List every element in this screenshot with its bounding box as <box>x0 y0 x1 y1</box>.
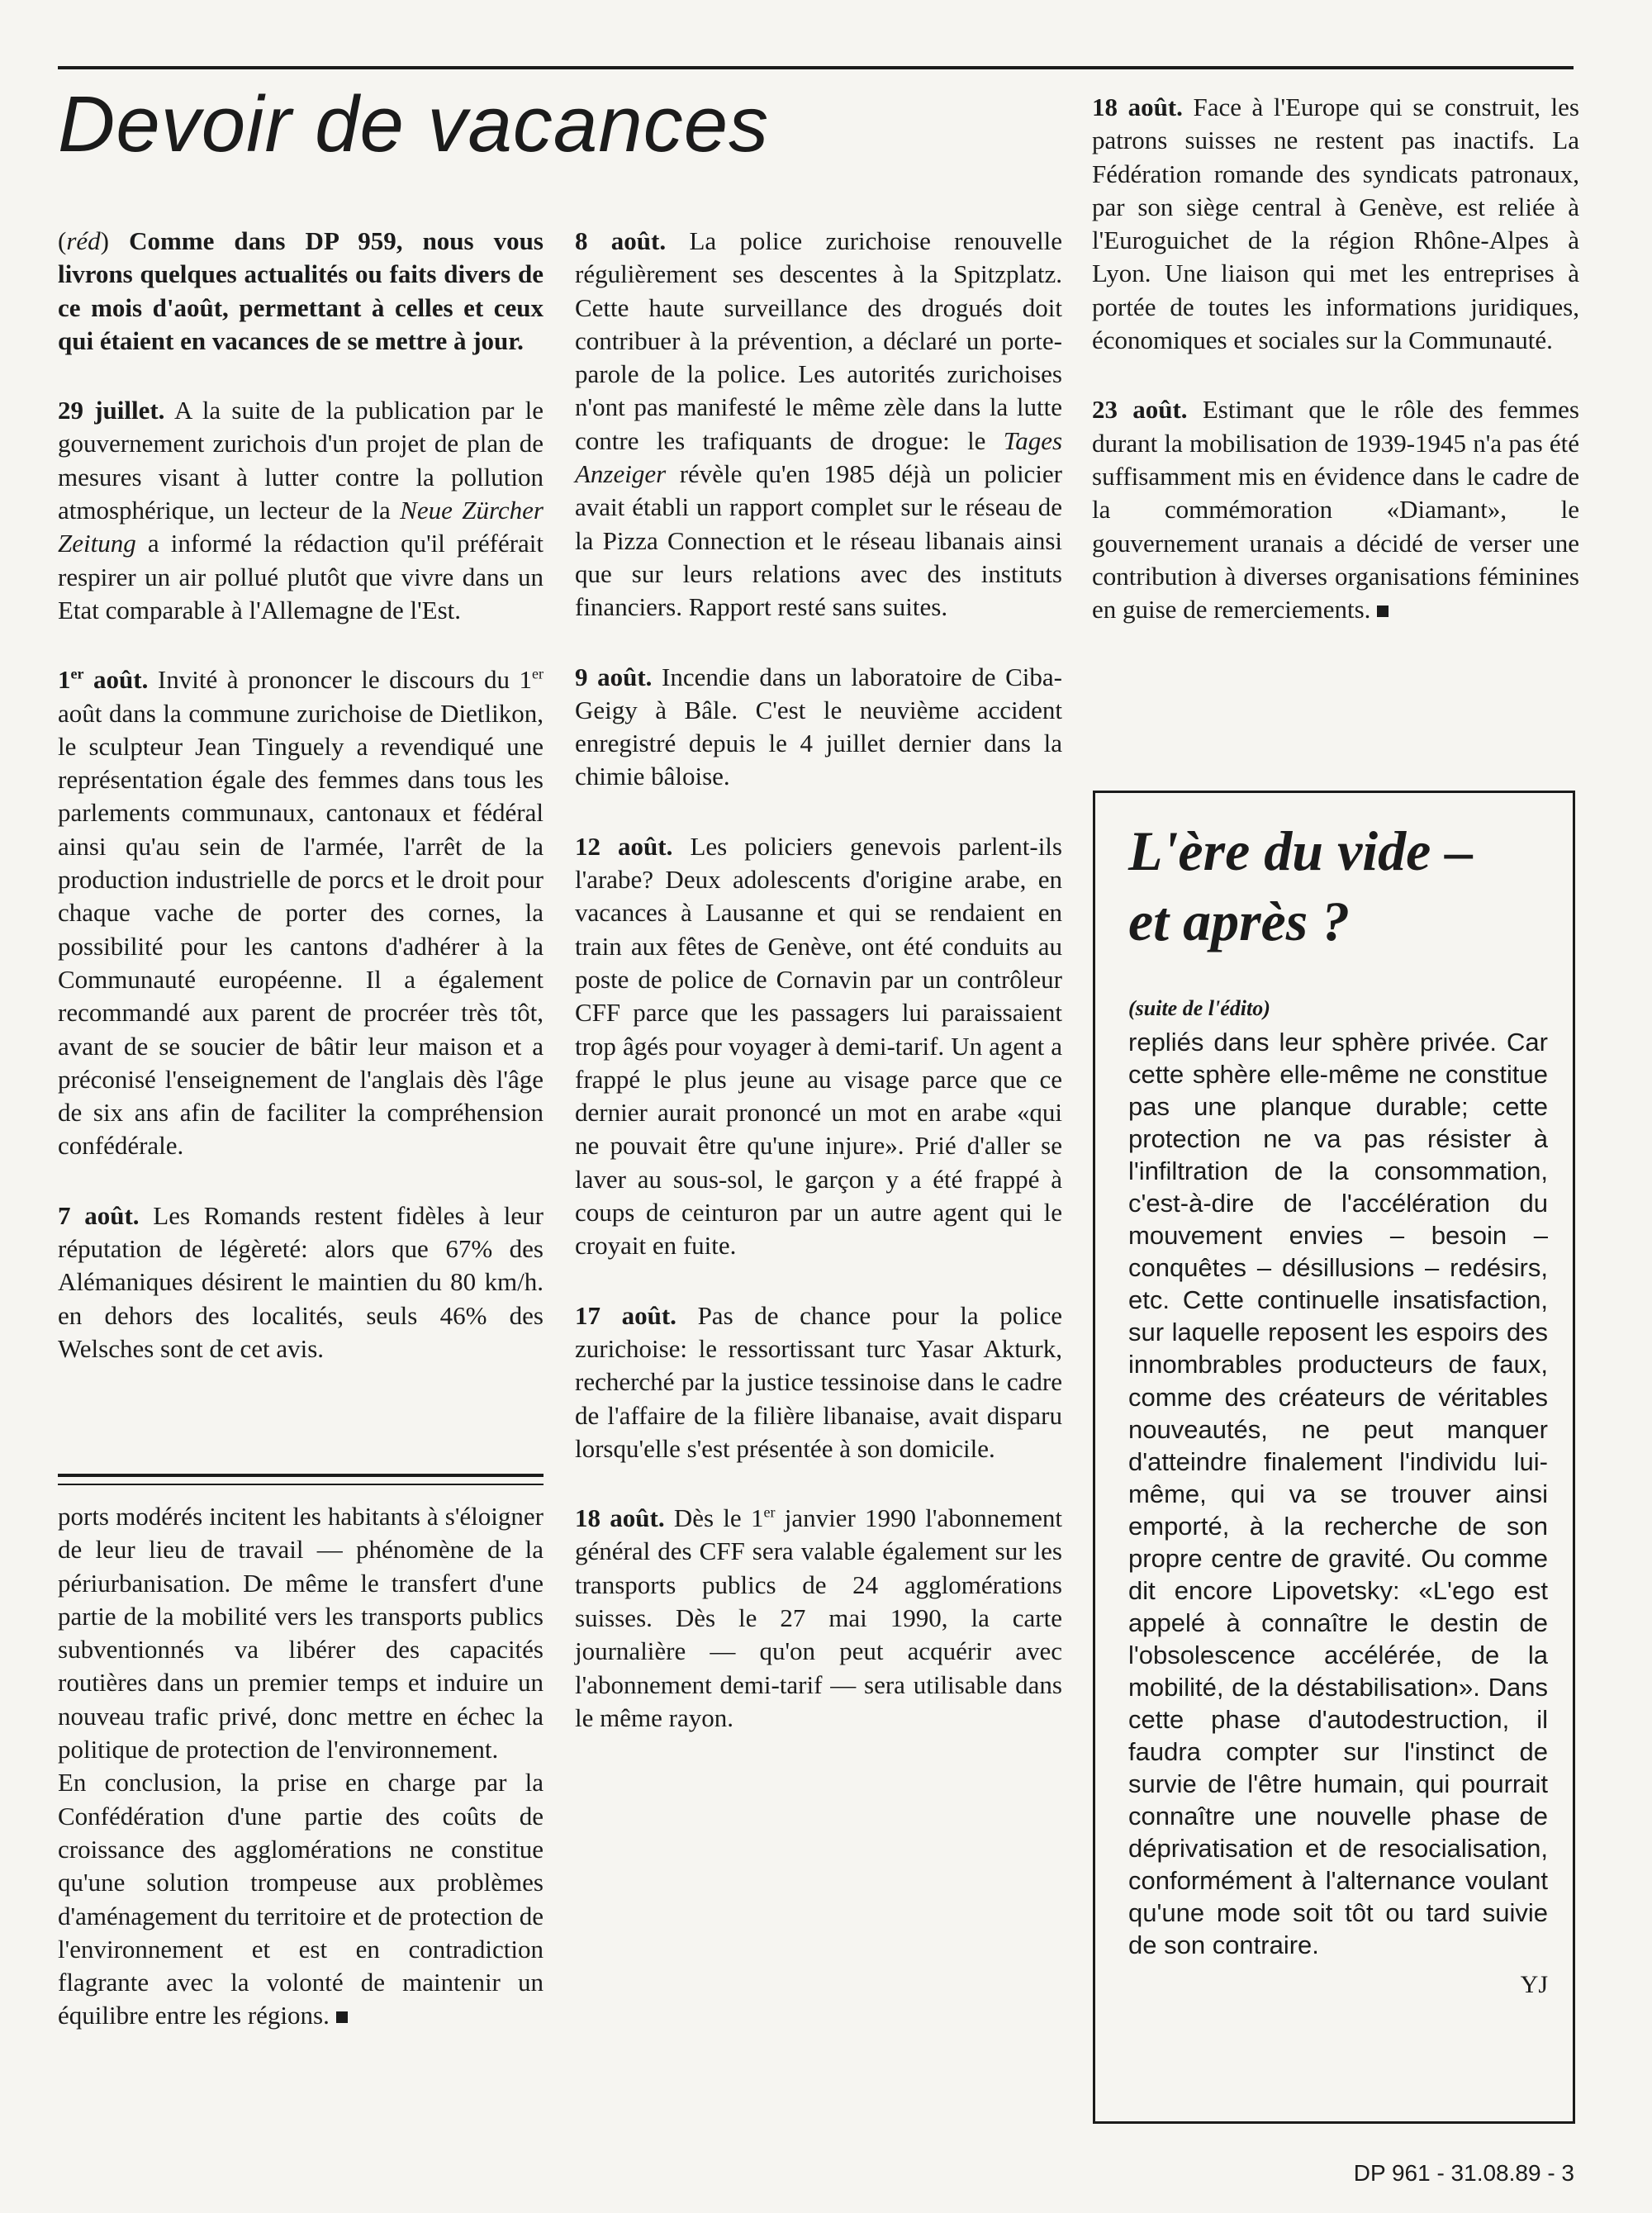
entry-date: 18 août. <box>1092 93 1183 121</box>
entry-jul29: 29 juillet. A la suite de la publication par le gouvernement zurichois d'un projet de plan de mesures visant à lutter contre la pollution atmosphérique, un lecteur de la Neue Zürcher Zeitung a informé la rédaction qu'il préférait respirer un air pollué plutôt que vivre dans un Etat comparable à l'Allemagne de l'Est. <box>58 396 544 624</box>
page-title: Devoir de vacances <box>58 80 770 169</box>
column-3 <box>1092 91 1579 626</box>
entry-date: 12 août. <box>575 831 673 861</box>
entry-date: 18 août. <box>575 1503 665 1533</box>
entry-date: 8 août. <box>575 226 667 255</box>
entry-date: 9 août. <box>575 662 653 691</box>
editorial-sidebar-box <box>1093 791 1575 2124</box>
intro-text: Comme dans DP 959, nous vous livrons quelques actualités ou faits divers de ce mois d'août, permettant à celles et ceux qui étaient en vacances de se mettre à jour. <box>58 226 544 355</box>
entry-aug18a: 18 août. Dès le 1er janvier 1990 l'abonnement général des CFF sera valable également sur les transports publics de 24 agglomérations suisses. Dès le 27 mai 1990, la carte journalière — qu'on peut acquérir avec l'abonnement demi-tarif — sera utilisable dans le même rayon. <box>575 1503 1062 1732</box>
entry-aug23: 23 août. Estimant que le rôle des femmes durant la mobilisation de 1939-1945 n'a pas été suffisamment mis en évidence dans le cadre de la commémoration «Diamant», le gouvernement uranais a décidé de verser une contribution à diverses organisations féminines en guise de remerciements. <box>1092 395 1579 624</box>
continuation-para-1: ports modérés incitent les habitants à s'éloigner de leur lieu de travail — phénomène de la périurbanisation. De même le transfert d'une partie de la mobilité vers les transports publics subventionnés va libérer des capacités routières dans un premier temps et induire un nouveau trafic privé, donc mettre en échec la politique de protection de l'environnement. <box>58 1502 544 1764</box>
top-rule <box>58 66 1574 69</box>
entry-aug12: 12 août. Les policiers genevois parlent-ils l'arabe? Deux adolescents d'origine arabe, en vacances à Lausanne et qui se rendaient en train aux fêtes de Genève, ont été conduits au poste de police de Cornavin par un contrôleur CFF parce que les passagers lui paraissaient trop âgés pour voyager à demi-tarif. Un agent a frappé le plus jeune au visage parce que ce dernier aurait prononcé un mot en arabe «qui ne pouvait être qu'une injure». Prié d'aller se laver au sous-sol, le garçon y a été frappé à coups de ceinturon par un autre agent qui le croyait en fuite. <box>575 831 1062 1261</box>
sidebar-continuation-tag: (suite de l'édito) <box>1128 996 1270 1020</box>
sidebar-title: L'ère du vide – et après ? <box>1128 819 1474 952</box>
newspaper-name: Neue Zürcher Zeitung <box>58 496 544 558</box>
sidebar-body: repliés dans leur sphère privée. Car cette sphère elle-même ne constitue pas une planque durable; cette protection ne va pas résister à l'infiltration de la consommation, c'est-à-dire de l'accélération du mouvement envies – besoin – conquêtes – désillusions – redésirs, etc. Cette continuelle insatisfaction, sur laquelle reposent les espoirs des innombrables producteurs de faux, comme des créateurs de véritables nouveautés, ne peut manquer d'atteindre finalement l'individu lui-même, qui va se trouver ainsi emporté, à la recherche de son propre centre de gravité. Ou comme dit encore Lipovetsky: «L'ego est appelé à connaître le destin de l'obsolescence accélérée, de la mobilité, de la déstabilisation». Dans cette phase d'autodestruction, il faudra compter sur l'instinct de survie de l'être humain, qui pourrait connaître une nouvelle phase de déprivatisation et de resocialisation, conformément à l'alternance voulant qu'une mode soit tôt ou tard suivie de son contraire. <box>1128 1028 1548 1960</box>
entry-date: 23 août. <box>1092 395 1188 425</box>
intro-paragraph: (réd) Comme dans DP 959, nous vous livrons quelques actualités ou faits divers de ce mois d'août, permettant à celles et ceux qui étaient en vacances de se mettre à jour. <box>58 226 544 355</box>
entry-aug8: 8 août. La police zurichoise renouvelle régulièrement ses descentes à la Spitzplatz. Cette haute surveillance des drogués doit contribuer à la prévention, a déclaré un porte-parole de la police. Les autorités zurichoises n'ont pas manifesté le même zèle dans la lutte contre les trafiquants de drogue: le Tages Anzeiger révèle qu'en 1985 déjà un policier avait établi un rapport complet sur le réseau de la Pizza Connection et le réseau libanais ainsi que sur leurs relations avec des instituts financiers. Rapport resté sans suites. <box>575 226 1063 622</box>
continuation-para-2: En conclusion, la prise en charge par la Confédération d'une partie des coûts de croissance des agglomérations ne constitue qu'une solution trompeuse aux problèmes d'aménagement du territoire et de protection de l'environnement et est en contradiction flagrante avec la volonté de maintenir un équilibre entre les régions. <box>58 1768 544 2030</box>
author-signature: YJ <box>1520 1971 1548 1999</box>
entry-date: 17 août. <box>575 1300 676 1330</box>
column-separator-rule <box>58 1474 544 1485</box>
page-folio: DP 961 - 31.08.89 - 3 <box>1353 2160 1574 2186</box>
intro-red: réd <box>66 226 101 255</box>
column-1 <box>58 225 544 1365</box>
entry-aug7-start: 7 août. Les Romands restent fidèles à leur réputation de légèreté: alors que 67% des Alémaniques désirent le maintien du 80 km/h. en dehors des localités, seuls 46% des Welsches sont de cet avis. <box>58 1200 544 1363</box>
entry-aug17: 17 août. Pas de chance pour la police zurichoise: le ressortissant turc Yasar Akturk, recherché par la justice tessinoise dans le cadre de l'affaire de la filière libanaise, avait disparu lorsqu'elle s'est présentée à son domicile. <box>575 1300 1062 1463</box>
column-2 <box>575 225 1062 1735</box>
entry-aug1: 1er août. Invité à prononcer le discours du 1er août dans la commune zurichoise de Dietlikon, le sculpteur Jean Tinguely a revendiqué une représentation égale des femmes dans tous les parlements communaux, cantonaux et fédéral ainsi qu'au sein de l'armée, l'arrêt de la production industrielle de porcs et le droit pour chaque vache de porter des cornes, la possibilité pour les cantons d'adhérer à la Communauté européenne. Il a également recommandé aux parent de procréer très tôt, avant de se soucier de bâtir leur maison et a préconisé l'enseignement de l'anglais dès l'âge de six ans afin de faciliter la compréhension confédérale. <box>58 665 544 1161</box>
entry-date: 29 juillet. <box>58 396 165 425</box>
newspaper-name: Tages Anzeiger <box>575 425 1063 489</box>
end-mark-icon <box>336 2011 348 2023</box>
entry-date: 7 août. <box>58 1200 140 1230</box>
entry-date: 1er août. <box>58 665 149 695</box>
end-mark-icon <box>1377 605 1389 617</box>
continuation-column <box>58 1500 544 2033</box>
entry-aug9: 9 août. Incendie dans un laboratoire de Ciba-Geigy à Bâle. C'est le neuvième accident enregistré depuis le 4 juillet dernier dans la chimie bâloise. <box>575 662 1062 791</box>
entry-aug18b: 18 août. Face à l'Europe qui se construit, les patrons suisses ne restent pas inactifs. La Fédération romande des syndicats patronaux, par son siège central à Genève, est reliée à l'Euroguichet de la région Rhône-Alpes à Lyon. Une liaison qui met les entreprises à portée de toutes les informations juridiques, économiques et sociales sur la Communauté. <box>1092 93 1579 355</box>
